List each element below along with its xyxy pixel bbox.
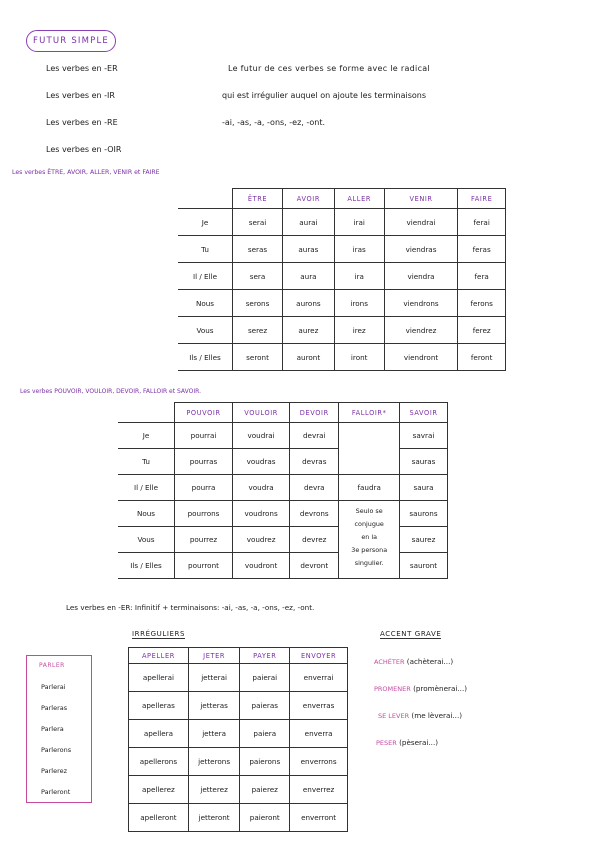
- conjugation-cell: apellerez: [129, 776, 189, 804]
- conjugation-cell: devra: [290, 475, 339, 501]
- conjugation-cell: devront: [290, 553, 339, 579]
- table2-caption: Les verbes POUVOIR, VOULOIR, DEVOIR, FALLOIR et SAVOIR.: [20, 388, 202, 395]
- conjugation-cell: apellera: [129, 720, 189, 748]
- table1-header: AVOIR: [283, 189, 335, 209]
- conjugation-cell: seras: [233, 236, 283, 263]
- falloir-note-cell: [339, 501, 400, 579]
- conjugation-cell: apellerai: [129, 664, 189, 692]
- table2-header: POUVOIR: [175, 403, 233, 423]
- conjugation-cell: jettera: [188, 720, 240, 748]
- conjugation-cell: voudrai: [233, 423, 290, 449]
- conjugation-cell: ferons: [458, 290, 506, 317]
- conjugation-cell: devras: [290, 449, 339, 475]
- conjugation-cell: voudront: [233, 553, 290, 579]
- pronoun-cell: Ils / Elles: [178, 344, 233, 371]
- parler-form: Parlerons: [41, 746, 72, 754]
- table2-header: SAVOIR: [399, 403, 447, 423]
- accent-example: (pèserai...): [399, 738, 439, 747]
- verb-group-ir: Les verbes en -IR: [46, 91, 115, 100]
- accent-item: [374, 657, 453, 666]
- parler-form: Parlerai: [41, 683, 66, 691]
- accent-example: (me lèverai...): [411, 711, 463, 720]
- conjugation-cell: paierons: [240, 748, 290, 776]
- falloir-cell: faudra: [339, 475, 400, 501]
- rule-line-1: Le futur de ces verbes se forme avec le radical: [228, 64, 430, 73]
- conjugation-cell: ira: [334, 263, 384, 290]
- parler-form: Parleront: [41, 788, 71, 796]
- conjugation-cell: enverrez: [290, 776, 348, 804]
- accent-item: [378, 711, 462, 720]
- conjugation-cell: pourront: [175, 553, 233, 579]
- conjugation-cell: saurez: [399, 527, 447, 553]
- accent-example: (achèterai...): [406, 657, 454, 666]
- table3-header: JETER: [188, 648, 240, 664]
- pronoun-cell: Il / Elle: [118, 475, 175, 501]
- conjugation-cell: viendront: [384, 344, 458, 371]
- page-title: FUTUR SIMPLE: [26, 30, 116, 52]
- pronoun-cell: Vous: [178, 317, 233, 344]
- conjugation-cell: jetterons: [188, 748, 240, 776]
- conjugation-cell: aura: [283, 263, 335, 290]
- pronoun-cell: Vous: [118, 527, 175, 553]
- verb-group-er: Les verbes en -ER: [46, 64, 118, 73]
- table2-header: VOULOIR: [233, 403, 290, 423]
- conjugation-cell: iront: [334, 344, 384, 371]
- accent-verb: ACHÉTER: [374, 658, 405, 666]
- parler-form: Parleras: [41, 704, 68, 712]
- table3-header: PAYER: [240, 648, 290, 664]
- conjugation-cell: apellerons: [129, 748, 189, 776]
- conjugation-cell: voudra: [233, 475, 290, 501]
- falloir-note-line: en la: [361, 533, 378, 541]
- conjugation-cell: fera: [458, 263, 506, 290]
- table-row: [178, 290, 506, 317]
- conjugation-cell: saurons: [399, 501, 447, 527]
- table3-header: APELLER: [129, 648, 189, 664]
- table-pouvoir-savoir: [118, 402, 448, 579]
- conjugation-cell: voudrez: [233, 527, 290, 553]
- conjugation-cell: pourras: [175, 449, 233, 475]
- conjugation-cell: paierez: [240, 776, 290, 804]
- table1-header: VENIR: [384, 189, 458, 209]
- conjugation-cell: enverras: [290, 692, 348, 720]
- conjugation-cell: feras: [458, 236, 506, 263]
- accent-verb: PESER: [376, 739, 397, 747]
- accent-verb: SE LEVER: [378, 712, 410, 720]
- conjugation-cell: pourrez: [175, 527, 233, 553]
- conjugation-cell: irai: [334, 209, 384, 236]
- conjugation-cell: paierai: [240, 664, 290, 692]
- accent-verb: PROMENER: [374, 685, 411, 693]
- falloir-note-line: Seulo se: [355, 507, 383, 515]
- conjugation-cell: paieront: [240, 804, 290, 832]
- accent-label: ACCENT GRAVE: [380, 630, 442, 638]
- table-row: [129, 804, 348, 832]
- table-row: [118, 423, 448, 449]
- parler-box: [26, 655, 92, 803]
- table-row: [178, 209, 506, 236]
- table-row: [129, 748, 348, 776]
- conjugation-cell: serez: [233, 317, 283, 344]
- conjugation-cell: ferai: [458, 209, 506, 236]
- table1-corner: [178, 189, 233, 209]
- accent-example: (promènerai...): [413, 684, 468, 693]
- conjugation-cell: seront: [233, 344, 283, 371]
- conjugation-cell: sera: [233, 263, 283, 290]
- conjugation-cell: auras: [283, 236, 335, 263]
- conjugation-cell: irons: [334, 290, 384, 317]
- table1-caption: Les verbes ÊTRE, AVOIR, ALLER, VENIR et FAIRE: [12, 169, 160, 176]
- conjugation-cell: viendrez: [384, 317, 458, 344]
- conjugation-cell: jetteront: [188, 804, 240, 832]
- conjugation-cell: pourra: [175, 475, 233, 501]
- table3-header: ENVOYER: [290, 648, 348, 664]
- table2-corner: [118, 403, 175, 423]
- conjugation-cell: aurons: [283, 290, 335, 317]
- table2-header: FALLOIR*: [339, 403, 400, 423]
- table1-header: ÊTRE: [233, 189, 283, 209]
- conjugation-cell: enverront: [290, 804, 348, 832]
- conjugation-cell: jetterai: [188, 664, 240, 692]
- table-row: [129, 692, 348, 720]
- table-row: [129, 664, 348, 692]
- accent-item: [376, 738, 438, 747]
- conjugation-cell: saura: [399, 475, 447, 501]
- conjugation-cell: viendrai: [384, 209, 458, 236]
- conjugation-cell: feront: [458, 344, 506, 371]
- conjugation-cell: irez: [334, 317, 384, 344]
- verb-group-oir: Les verbes en -OIR: [46, 145, 122, 154]
- conjugation-cell: pourrons: [175, 501, 233, 527]
- pronoun-cell: Je: [118, 423, 175, 449]
- conjugation-cell: aurez: [283, 317, 335, 344]
- table1-header: ALLER: [334, 189, 384, 209]
- falloir-note-line: conjugue: [354, 520, 384, 528]
- table-row: [129, 776, 348, 804]
- conjugation-cell: auront: [283, 344, 335, 371]
- conjugation-cell: paieras: [240, 692, 290, 720]
- table-row: [178, 263, 506, 290]
- conjugation-cell: viendras: [384, 236, 458, 263]
- conjugation-cell: devrez: [290, 527, 339, 553]
- pronoun-cell: Tu: [118, 449, 175, 475]
- conjugation-cell: viendrons: [384, 290, 458, 317]
- conjugation-cell: serons: [233, 290, 283, 317]
- rule-line-3: -ai, -as, -a, -ons, -ez, -ont.: [222, 118, 326, 127]
- table1-header: FAIRE: [458, 189, 506, 209]
- conjugation-cell: enverrai: [290, 664, 348, 692]
- conjugation-cell: viendra: [384, 263, 458, 290]
- falloir-note-line: 3e persona: [351, 546, 388, 554]
- pronoun-cell: Tu: [178, 236, 233, 263]
- er-rule: Les verbes en -ER: Infinitif + terminaisons: -ai, -as, -a, -ons, -ez, -ont.: [66, 603, 315, 612]
- pronoun-cell: Nous: [118, 501, 175, 527]
- conjugation-cell: apelleront: [129, 804, 189, 832]
- pronoun-cell: Il / Elle: [178, 263, 233, 290]
- conjugation-cell: jetterez: [188, 776, 240, 804]
- irregular-label: IRRÉGULIERS: [132, 630, 186, 638]
- table-row: [118, 475, 448, 501]
- conjugation-cell: paiera: [240, 720, 290, 748]
- pronoun-cell: Je: [178, 209, 233, 236]
- pronoun-cell: Ils / Elles: [118, 553, 175, 579]
- pronoun-cell: Nous: [178, 290, 233, 317]
- conjugation-cell: apelleras: [129, 692, 189, 720]
- conjugation-cell: aurai: [283, 209, 335, 236]
- verb-group-re: Les verbes en -RE: [46, 118, 118, 127]
- conjugation-cell: ferez: [458, 317, 506, 344]
- conjugation-cell: serai: [233, 209, 283, 236]
- table-row: [178, 236, 506, 263]
- table-irregular-er: [128, 647, 348, 832]
- conjugation-cell: sauras: [399, 449, 447, 475]
- falloir-empty-cell: [339, 423, 400, 475]
- falloir-note-line: singulier.: [354, 559, 384, 567]
- conjugation-cell: savrai: [399, 423, 447, 449]
- table2-header: DEVOIR: [290, 403, 339, 423]
- conjugation-cell: enverrons: [290, 748, 348, 776]
- conjugation-cell: pourrai: [175, 423, 233, 449]
- table-row: [178, 344, 506, 371]
- parler-form: Parlerez: [41, 767, 68, 775]
- parler-form: Parlera: [41, 725, 64, 733]
- table-row: [129, 720, 348, 748]
- conjugation-cell: iras: [334, 236, 384, 263]
- conjugation-cell: enverra: [290, 720, 348, 748]
- conjugation-cell: devrons: [290, 501, 339, 527]
- accent-item: [374, 684, 467, 693]
- conjugation-cell: sauront: [399, 553, 447, 579]
- conjugation-cell: voudras: [233, 449, 290, 475]
- conjugation-cell: voudrons: [233, 501, 290, 527]
- conjugation-cell: devrai: [290, 423, 339, 449]
- rule-line-2: qui est irrégulier auquel on ajoute les terminaisons: [222, 91, 427, 100]
- parler-header: PARLER: [39, 662, 65, 669]
- conjugation-cell: jetteras: [188, 692, 240, 720]
- table-etre-avoir: [178, 188, 506, 371]
- table-row: [118, 501, 448, 527]
- table-row: [178, 317, 506, 344]
